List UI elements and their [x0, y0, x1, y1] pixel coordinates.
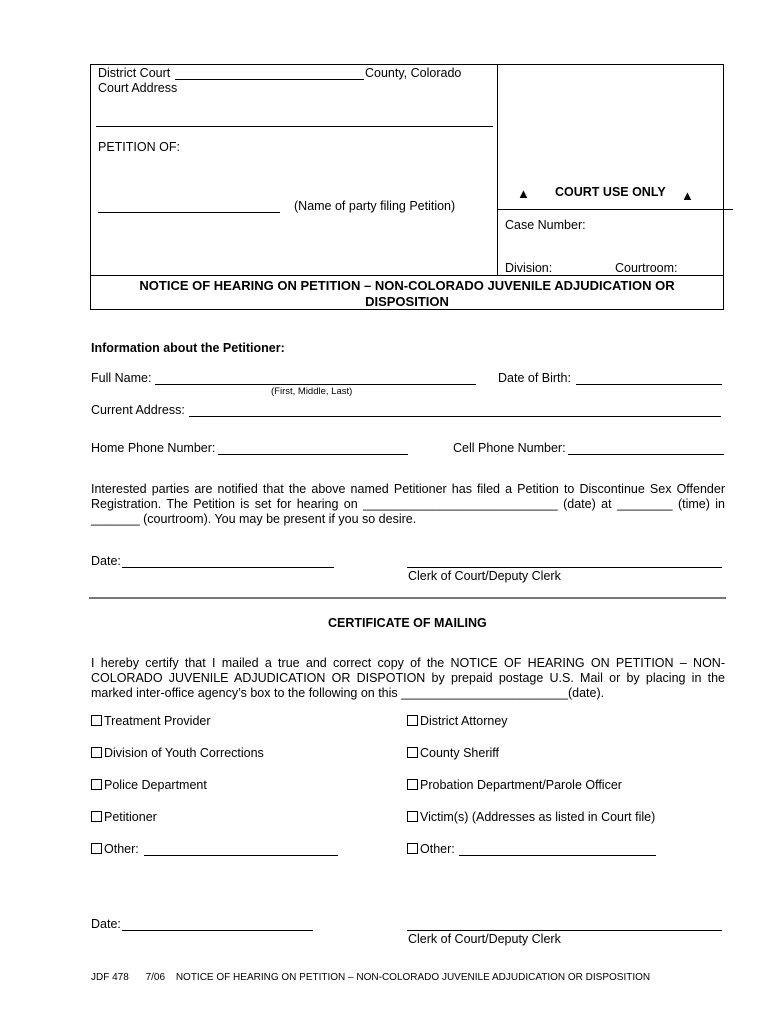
certificate-paragraph: I hereby certify that I mailed a true and correct copy of the NOTICE OF HEARING ON PETITION – NON-COLORADO JUVENILE ADJUDICATION OR DISPOTION by prepaid postage U.S. Mail or by placing in the marked inter-office agency’s box to the following on this ________________________(date). [91, 656, 725, 700]
form-title-line1: NOTICE OF HEARING ON PETITION – NON-COLORADO JUVENILE ADJUDICATION OR [139, 278, 675, 293]
certificate-date-field[interactable] [122, 930, 313, 931]
option-other-right[interactable]: Other: [407, 842, 455, 856]
full-name-field[interactable] [155, 384, 476, 385]
court-address-field[interactable] [96, 126, 493, 127]
option-petitioner[interactable]: Petitioner [91, 810, 157, 824]
petitioner-heading: Information about the Petitioner: [91, 341, 285, 355]
checkbox-icon[interactable] [407, 747, 418, 758]
home-phone-label: Home Phone Number: [91, 441, 216, 455]
checkbox-icon[interactable] [91, 779, 102, 790]
party-name-field[interactable] [98, 212, 280, 213]
case-number-label: Case Number: [505, 218, 586, 232]
footer-title: NOTICE OF HEARING ON PETITION – NON-COLORADO JUVENILE ADJUDICATION OR DISPOSITION [175, 972, 651, 983]
option-county-sheriff[interactable]: County Sheriff [407, 746, 499, 760]
checkbox-icon[interactable] [91, 811, 102, 822]
certificate-heading: CERTIFICATE OF MAILING [328, 616, 487, 630]
court-address-label: Court Address [98, 81, 178, 95]
notice-date-label: Date: [91, 554, 121, 568]
triangle-up-icon: ▲ [517, 186, 530, 201]
court-use-only-label: COURT USE ONLY [555, 185, 666, 199]
title-top-rule [90, 275, 724, 276]
option-treatment-provider[interactable]: Treatment Provider [91, 714, 211, 728]
checkbox-icon[interactable] [407, 843, 418, 854]
cell-phone-label: Cell Phone Number: [453, 441, 566, 455]
form-title-line2: DISPOSITION [365, 294, 449, 309]
other-left-field[interactable] [144, 855, 338, 856]
full-name-label: Full Name: [91, 371, 152, 385]
checkbox-icon[interactable] [407, 811, 418, 822]
county-label: County, Colorado [365, 66, 462, 80]
courtroom-label: Courtroom: [615, 261, 678, 275]
home-phone-field[interactable] [218, 454, 408, 455]
certificate-clerk-label: Clerk of Court/Deputy Clerk [408, 932, 561, 946]
notice-signature-field[interactable] [407, 567, 722, 568]
notice-clerk-label: Clerk of Court/Deputy Clerk [408, 569, 561, 583]
checkbox-icon[interactable] [407, 715, 418, 726]
address-field[interactable] [189, 416, 721, 417]
checkbox-icon[interactable] [407, 779, 418, 790]
checkbox-icon[interactable] [91, 843, 102, 854]
party-name-caption: (Name of party filing Petition) [294, 199, 456, 213]
footer [91, 972, 650, 983]
option-probation[interactable]: Probation Department/Parole Officer [407, 778, 622, 792]
division-label: Division: [505, 261, 553, 275]
caption-divider [497, 64, 498, 276]
form-revision: 7/06 [145, 972, 166, 983]
form-id: JDF 478 [91, 972, 129, 983]
option-victims[interactable]: Victim(s) (Addresses as listed in Court file) [407, 810, 655, 824]
certificate-date-label: Date: [91, 917, 121, 931]
other-right-field[interactable] [459, 855, 656, 856]
option-other-left[interactable]: Other: [91, 842, 139, 856]
name-hint: (First, Middle, Last) [271, 386, 353, 397]
section-divider [89, 597, 726, 599]
address-label: Current Address: [91, 403, 185, 417]
certificate-signature-field[interactable] [407, 930, 722, 931]
dob-label: Date of Birth: [498, 371, 571, 385]
notice-paragraph: Interested parties are notified that the above named Petitioner has filed a Petition to Discontinue Sex Offender Registration. The Petition is set for hearing on ____________________________ (date) at ________ (time) in _______ (courtroom). You may be present if you so desire. [91, 482, 725, 526]
option-police-department[interactable]: Police Department [91, 778, 207, 792]
triangle-up-icon: ▲ [681, 188, 694, 203]
option-district-attorney[interactable]: District Attorney [407, 714, 508, 728]
notice-date-field[interactable] [122, 567, 334, 568]
district-court-label: District Court [98, 66, 171, 80]
petition-of-label: PETITION OF: [98, 140, 180, 154]
checkbox-icon[interactable] [91, 747, 102, 758]
option-youth-corrections[interactable]: Division of Youth Corrections [91, 746, 264, 760]
court-use-rule [497, 209, 733, 210]
county-field[interactable] [175, 79, 364, 80]
cell-phone-field[interactable] [568, 454, 724, 455]
dob-field[interactable] [576, 384, 722, 385]
checkbox-icon[interactable] [91, 715, 102, 726]
